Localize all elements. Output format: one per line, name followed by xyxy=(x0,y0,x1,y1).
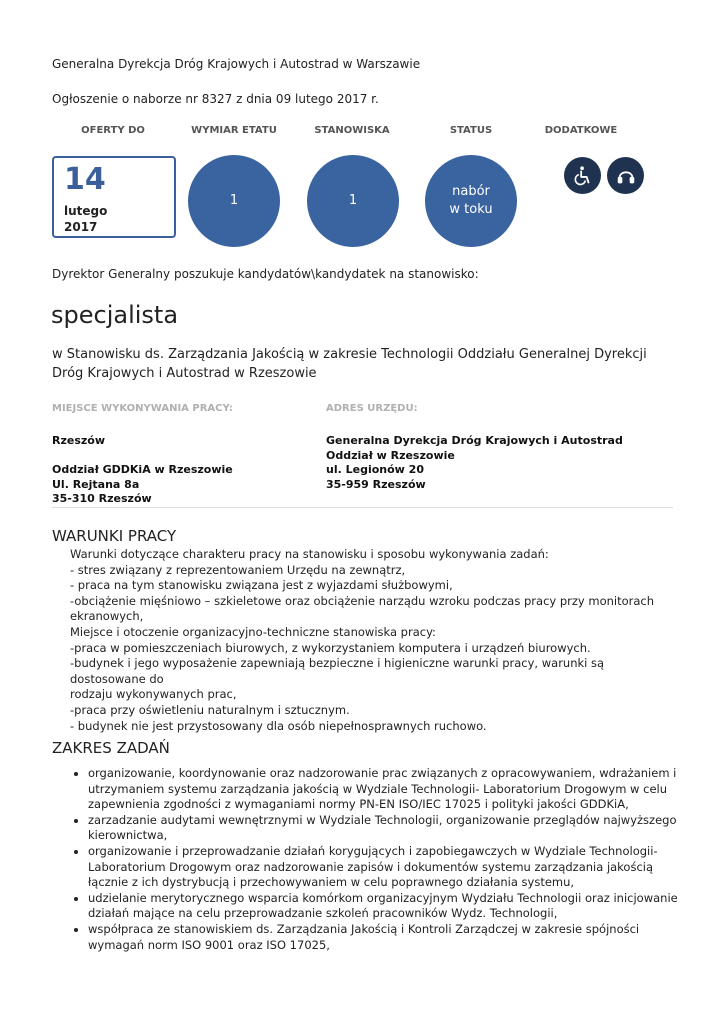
zakres-list xyxy=(70,766,688,953)
warunki-line: Warunki dotyczące charakteru pracy na stanowisku i sposobu wykonywania zadań: xyxy=(70,547,549,561)
header-stanowiska: STANOWISKA xyxy=(314,125,390,136)
warunki-line: - budynek nie jest przystosowany dla osób niepełnosprawnych ruchowo. xyxy=(70,718,487,733)
status-circle: nabór w toku xyxy=(425,155,517,247)
header-oferty-do: OFERTY DO xyxy=(81,125,145,136)
work-address: Oddział GDDKiA w Rzeszowie Ul. Rejtana 8a 35-310 Rzeszów xyxy=(52,463,233,505)
warunki-line: - stres związany z reprezentowaniem Urzędu na zewnątrz, xyxy=(70,562,406,577)
warunki-line: -obciążenie mięśniowo – szkieletowe oraz obciążenie narządu wzroku podczas pracy przy monitorach ekranowych, xyxy=(70,593,655,624)
header-dodatkowe: DODATKOWE xyxy=(544,125,618,136)
zakres-title: ZAKRES ZADAŃ xyxy=(52,739,170,757)
position-subtitle: w Stanowisku ds. Zarządzania Jakością w zakresie Technologii Oddziału Generalnej Dyrekcji Dróg Krajowych i Autostrad w Rzeszowie xyxy=(52,347,647,381)
list-item: • współpraca ze stanowiskiem ds. Zarządzania Jakością i Kontroli Zarządczej w zakresie spójności wymagań norm ISO 9001 oraz ISO 17025, xyxy=(88,922,688,953)
warunki-title: WARUNKI PRACY xyxy=(52,527,177,545)
list-item: • udzielanie merytorycznego wsparcia komórkom organizacyjnym Wydziału Technologii oraz inicjowanie działań mające na celu przeprowadzanie szkoleń pracowników Wydz. Technologii, xyxy=(88,891,688,922)
deadline-month-year: lutego 2017 xyxy=(64,204,108,234)
organization-name: Generalna Dyrekcja Dróg Krajowych i Autostrad w Warszawie xyxy=(52,57,421,71)
list-item: • organizowanie, koordynowanie oraz nadzorowanie prac związanych z opracowywaniem, wdrażaniem i utrzymaniem systemu zarządzania jakością w Wydziale Technologii- Laboratorium Drogowym w celu zapewnienia zgodności z wymaganiami normy PN-EN ISO/IEC 17025 i polityki jakości GDDKiA, xyxy=(88,766,688,813)
deadline-day: 14 xyxy=(64,162,106,197)
position-title: specjalista xyxy=(51,301,179,329)
section-divider xyxy=(52,507,673,508)
header-wymiar-etatu: WYMIAR ETATU xyxy=(191,125,277,136)
announcement-line: Ogłoszenie o naborze nr 8327 z dnia 09 lutego 2017 r. xyxy=(52,92,379,106)
wheelchair-icon xyxy=(564,157,601,194)
etat-circle: 1 xyxy=(188,155,280,247)
list-item: • organizowanie i przeprowadzanie działań korygujących i zapobiegawczych w Wydziale Technologii-Laboratorium Drogowym oraz nadzorowanie zapisów i dokumentów systemu zarządzania jakością łącznie z ich dystrybucją i przechowywaniem w celu poprawnego działania systemu, xyxy=(88,844,688,891)
warunki-line: Miejsce i otoczenie organizacyjno-techniczne stanowiska pracy: xyxy=(70,624,436,639)
office-address: Generalna Dyrekcja Dróg Krajowych i Autostrad Oddział w Rzeszowie ul. Legionów 20 35-959 Rzeszów xyxy=(326,434,623,491)
warunki-line: -praca przy oświetleniu naturalnym i sztucznym. xyxy=(70,702,350,717)
warunki-line: - praca na tym stanowisku związana jest z wyjazdami służbowymi, xyxy=(70,578,453,593)
work-city: Rzeszów xyxy=(52,434,106,447)
hearing-assist-icon xyxy=(607,157,644,194)
warunki-line: -praca w pomieszczeniach biurowych, z wykorzystaniem komputera i urządzeń biurowych. xyxy=(70,640,591,655)
office-address-label: ADRES URZĘDU: xyxy=(326,403,418,414)
deadline-date-box xyxy=(52,156,176,238)
work-place-label: MIEJSCE WYKONYWANIA PRACY: xyxy=(52,403,233,414)
intro-text: Dyrektor Generalny poszukuje kandydatów\kandydatek na stanowisko: xyxy=(52,267,479,281)
list-item: • zarzadzanie audytami wewnętrznymi w Wydziale Technologii, organizowanie przeglądów najwyższego kierownictwa, xyxy=(88,813,688,844)
warunki-content xyxy=(70,547,670,734)
header-status: STATUS xyxy=(449,125,493,136)
warunki-line: -budynek i jego wyposażenie zapewniają bezpieczne i higieniczne warunki pracy, warunki są dostosowane do rodzaju wykonywanych prac, xyxy=(70,656,605,702)
stanowiska-circle: 1 xyxy=(307,155,399,247)
